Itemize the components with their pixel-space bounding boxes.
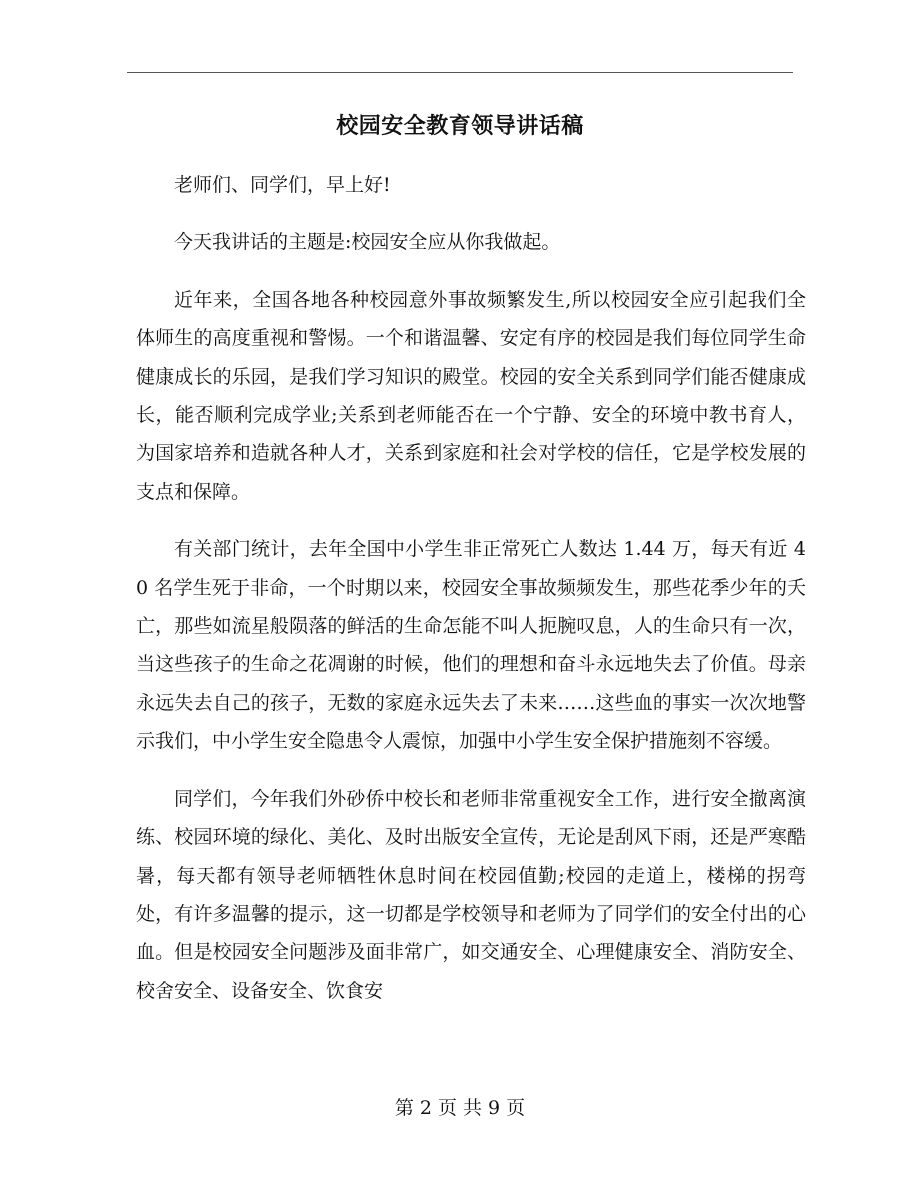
paragraph-importance: 近年来，全国各地各种校园意外事故频繁发生,所以校园安全应引起我们全体师生的高度重视和警惕。一个和谐温馨、安定有序的校园是我们每位同学生命健康成长的乐园，是我们学习知识的殿堂。校园的安全关系到同学们能否健康成长，能否顺利完成学业;关系到老师能否在一个宁静、安全的环境中教书育人，为国家培养和造就各种人才，关系到家庭和社会对学校的信任，它是学校发展的支点和保障。 (136, 288, 806, 503)
header-rule (127, 72, 793, 73)
paragraph-theme: 今天我讲话的主题是:校园安全应从你我做起。 (174, 231, 561, 254)
page-number: 第 2 页 共 9 页 (394, 1097, 526, 1119)
paragraph-statistics: 有关部门统计，去年全国中小学生非正常死亡人数达 1.44 万，每天有近 40 名学生死于非命，一个时期以来，校园安全事故频频发生，那些花季少年的夭亡，那些如流星般陨落的鲜活的生命怎能不叫人扼腕叹息，人的生命只有一次，当这些孩子的生命之花凋谢的时候，他们的理想和奋斗永远地失去了价值。母亲永远失去自己的孩子，无数的家庭永远失去了未来……这些血的事实一次次地警示我们，中小学生安全隐患令人震惊，加强中小学生安全保护措施刻不容缓。 (136, 538, 806, 753)
paragraph-school-efforts: 同学们，今年我们外砂侨中校长和老师非常重视安全工作，进行安全撤离演练、校园环境的绿化、美化、及时出版安全宣传，无论是刮风下雨，还是严寒酷暑，每天都有领导老师牺牲休息时间在校园值勤;校园的走道上，楼梯的拐弯处，有许多温馨的提示，这一切都是学校领导和老师为了同学们的安全付出的心血。但是校园安全问题涉及面非常广，如交通安全、心理健康安全、消防安全、校舍安全、设备安全、饮食安 (136, 787, 806, 1002)
document-body (136, 166, 806, 1029)
paragraph-greeting: 老师们、同学们，早上好! (174, 174, 391, 196)
document-title: 校园安全教育领导讲话稿 (336, 113, 584, 139)
